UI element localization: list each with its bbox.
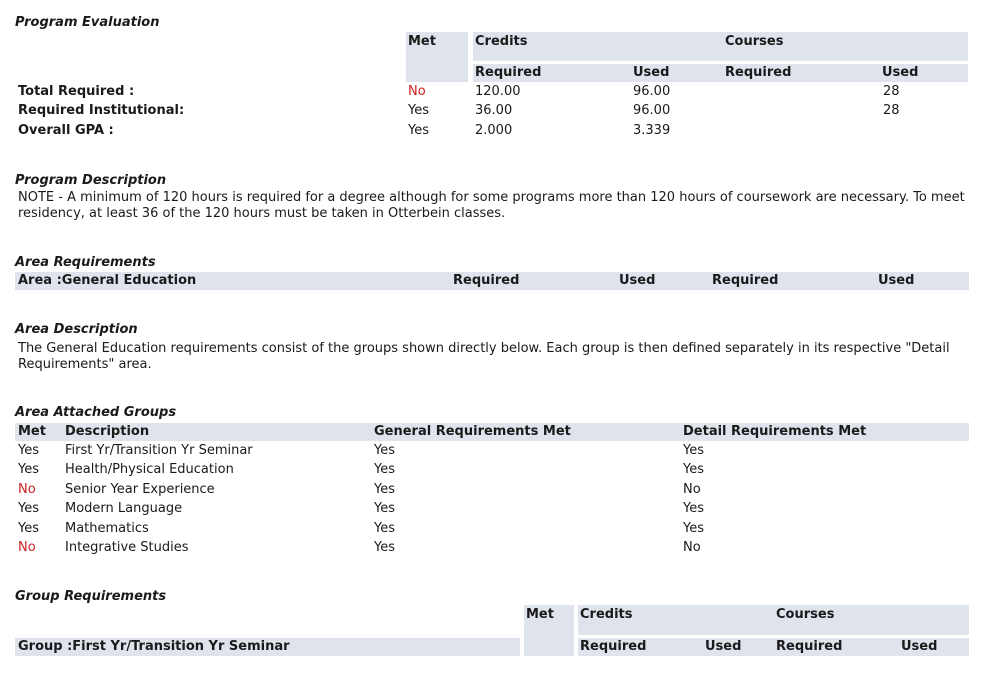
area-attached-groups-title: Area Attached Groups (15, 405, 177, 420)
ag-row-detail: Yes (683, 521, 704, 536)
area-col-used: Used (878, 273, 915, 288)
pe-row-label: Total Required : (18, 84, 135, 99)
pe-row-courses-used: 28 (883, 103, 900, 118)
ag-row-description: Integrative Studies (65, 540, 189, 555)
ag-row-description: First Yr/Transition Yr Seminar (65, 443, 253, 458)
ag-row-met: Yes (18, 521, 39, 536)
ag-row-general: Yes (374, 540, 395, 555)
pe-row-credits-used: 96.00 (633, 84, 671, 99)
ag-row-description: Health/Physical Education (65, 462, 234, 477)
ag-row-general: Yes (374, 521, 395, 536)
program-description-text: NOTE - A minimum of 120 hours is required for a degree although for some programs more than 120 hours of coursework are necessary. To meet residency, at least 36 of the 120 hours must be taken in Otterbein classes. (18, 190, 965, 221)
area-description-text: The General Education requirements consist of the groups shown directly below. Each group is then defined separately in its respective "Detail Requirements" area. (18, 341, 950, 372)
gr-courses-required: Required (776, 639, 843, 654)
program-description-title: Program Description (15, 173, 167, 188)
pe-credits-courses-header-bg (473, 32, 968, 61)
program-evaluation-title: Program Evaluation (15, 15, 160, 30)
pe-courses-required-header: Required (725, 65, 792, 80)
ag-row-description: Senior Year Experience (65, 482, 215, 497)
pe-courses-used-header: Used (882, 65, 919, 80)
pe-row-met: Yes (408, 103, 429, 118)
ag-row-met: No (18, 540, 36, 555)
pe-row-met: No (408, 84, 426, 99)
ag-row-met: Yes (18, 462, 39, 477)
gr-credits-required: Required (580, 639, 647, 654)
pe-row-label: Overall GPA : (18, 123, 114, 138)
area-col-required: Required (712, 273, 779, 288)
gr-credits-courses-header-bg (578, 605, 969, 635)
pe-credits-used-header: Used (633, 65, 670, 80)
area-col-required: Required (453, 273, 520, 288)
ag-row-met: Yes (18, 443, 39, 458)
pe-met-header: Met (408, 34, 436, 49)
ag-detail-header: Detail Requirements Met (683, 424, 867, 439)
gr-met-header: Met (526, 607, 554, 622)
pe-row-courses-used: 28 (883, 84, 900, 99)
pe-row-met: Yes (408, 123, 429, 138)
ag-row-detail: Yes (683, 443, 704, 458)
ag-row-description: Mathematics (65, 521, 149, 536)
gr-courses-used: Used (901, 639, 938, 654)
pe-row-credits-required: 36.00 (475, 103, 513, 118)
ag-row-detail: No (683, 540, 701, 555)
ag-row-general: Yes (374, 443, 395, 458)
ag-row-detail: Yes (683, 462, 704, 477)
gr-credits-header: Credits (580, 607, 633, 622)
gr-credits-used: Used (705, 639, 742, 654)
ag-general-header: General Requirements Met (374, 424, 571, 439)
ag-row-description: Modern Language (65, 501, 183, 516)
area-description-title: Area Description (15, 322, 138, 337)
pe-row-credits-required: 2.000 (475, 123, 513, 138)
area-col-used: Used (619, 273, 656, 288)
pe-credits-required-header: Required (475, 65, 542, 80)
pe-row-credits-required: 120.00 (475, 84, 521, 99)
ag-description-header: Description (65, 424, 150, 439)
area-label: Area :General Education (18, 273, 197, 288)
ag-row-detail: No (683, 482, 701, 497)
gr-group-label: Group :First Yr/Transition Yr Seminar (18, 639, 290, 654)
gr-courses-header: Courses (776, 607, 835, 622)
pe-credits-header: Credits (475, 34, 528, 49)
pe-row-credits-used: 3.339 (633, 123, 671, 138)
pe-row-label: Required Institutional: (18, 103, 185, 118)
pe-row-credits-used: 96.00 (633, 103, 671, 118)
ag-row-general: Yes (374, 462, 395, 477)
ag-row-general: Yes (374, 482, 395, 497)
ag-row-met: No (18, 482, 36, 497)
group-requirements-title: Group Requirements (15, 589, 167, 604)
pe-courses-header: Courses (725, 34, 784, 49)
ag-row-detail: Yes (683, 501, 704, 516)
ag-met-header: Met (18, 424, 46, 439)
ag-row-met: Yes (18, 501, 39, 516)
area-requirements-title: Area Requirements (15, 255, 156, 270)
ag-row-general: Yes (374, 501, 395, 516)
